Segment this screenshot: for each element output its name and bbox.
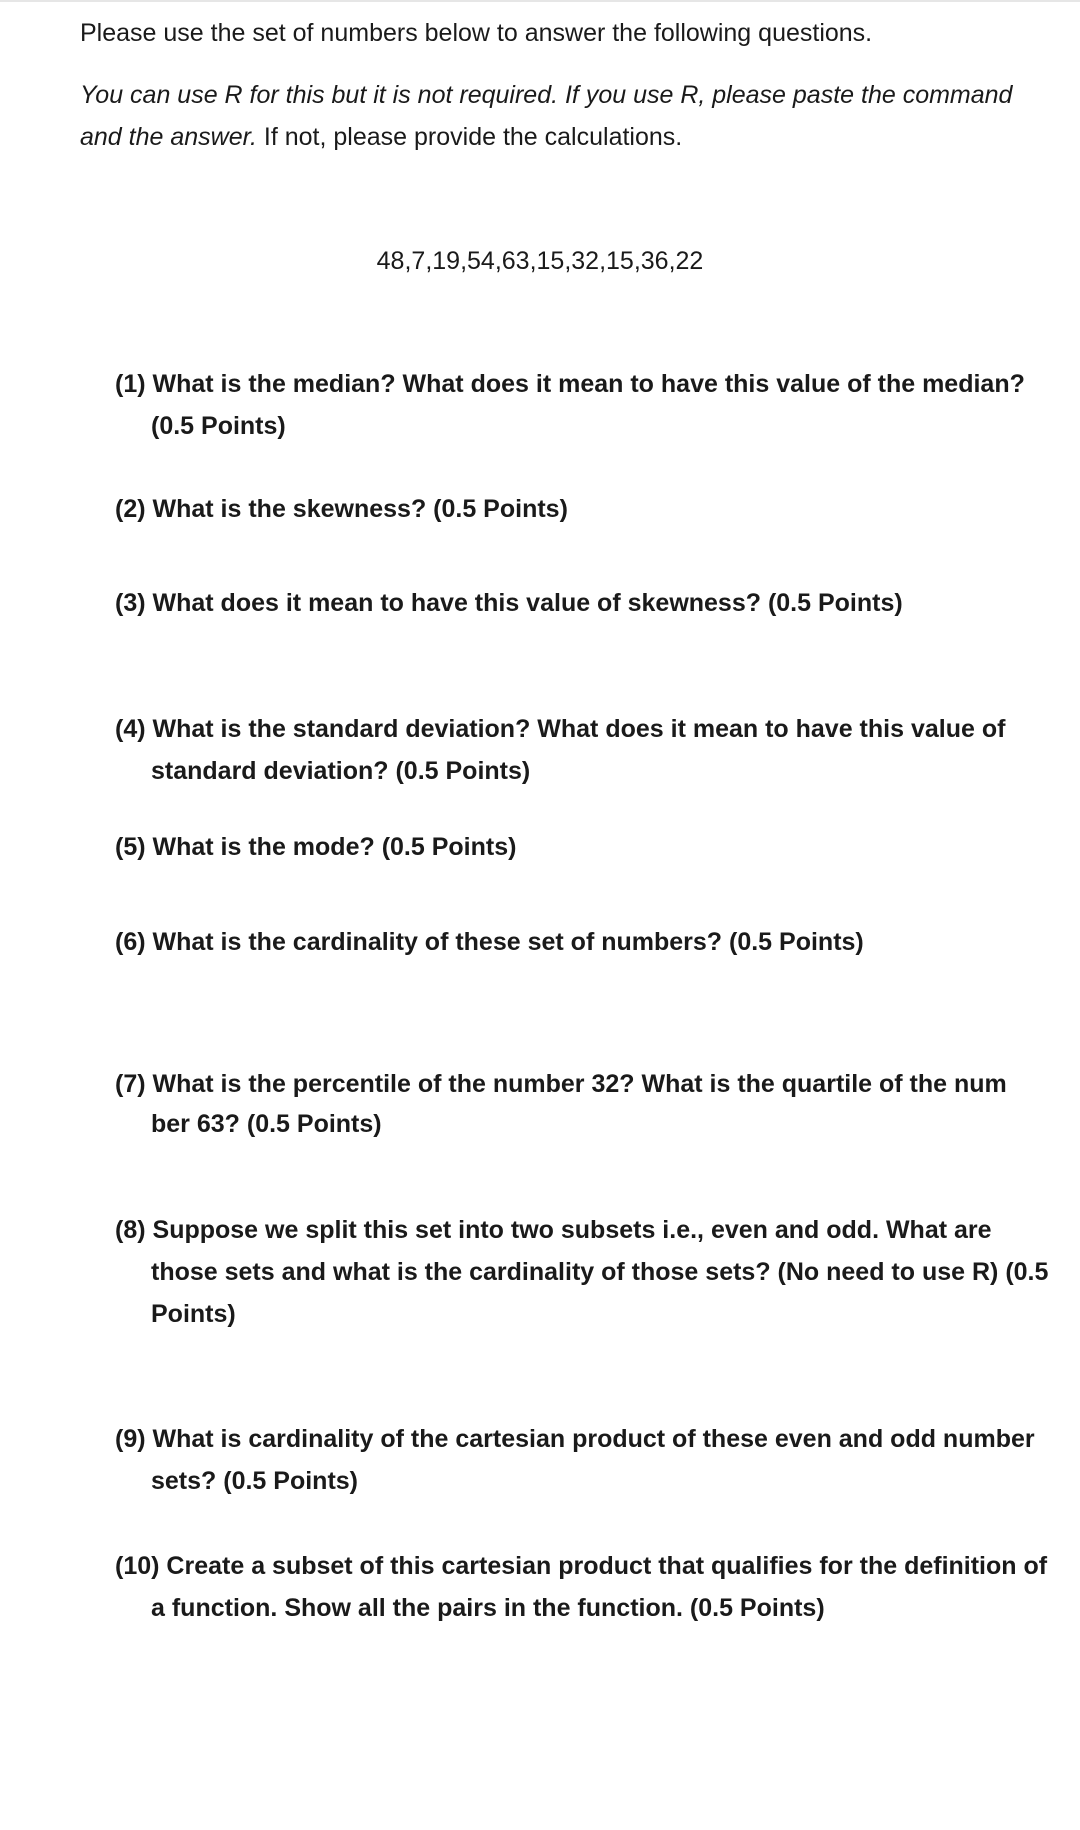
- question-10: [115, 1545, 1051, 1629]
- intro-line-1: Please use the set of numbers below to answer the following questions.: [80, 19, 873, 47]
- question-number: (3): [115, 589, 146, 617]
- question-text: Create a subset of this cartesian product that qualifies for the definition of a function. Show all the pairs in the function. (0.5 Points): [151, 1552, 1048, 1622]
- question-6: [115, 921, 1051, 963]
- question-number: (2): [115, 495, 146, 523]
- question-number: (9): [115, 1425, 146, 1453]
- question-text: What is the skewness? (0.5 Points): [152, 495, 568, 523]
- question-9: [115, 1418, 1051, 1502]
- question-number: (8): [115, 1216, 146, 1244]
- question-number: (1): [115, 370, 146, 398]
- intro-instruction: [80, 12, 1040, 54]
- question-text: What is the standard deviation? What does it mean to have this value of standard deviation? (0.5 Points): [151, 715, 1006, 785]
- question-text: What is the percentile of the number 32? What is the quartile of the num ber 63? (0.5 Points): [151, 1070, 1007, 1138]
- question-1: [115, 363, 1051, 447]
- question-text: What is the cardinality of these set of numbers? (0.5 Points): [152, 928, 864, 956]
- question-number: (10): [115, 1552, 160, 1580]
- question-5: [115, 826, 1051, 868]
- number-set: 48,7,19,54,63,15,32,15,36,22: [376, 247, 704, 275]
- question-2: [115, 488, 1051, 530]
- question-number: (5): [115, 833, 146, 861]
- question-text: What is cardinality of the cartesian product of these even and odd number sets? (0.5 Points): [151, 1425, 1035, 1495]
- question-7: [115, 1064, 1051, 1144]
- question-3: [115, 582, 1051, 624]
- top-rule: [0, 0, 1080, 2]
- intro-r-note-italic: You can use R for this but it is not required. If you use R, please paste the command and the answer.: [80, 81, 1013, 151]
- intro-r-note-plain: If not, please provide the calculations.: [256, 123, 683, 151]
- question-4: [115, 708, 1051, 792]
- question-number: (7): [115, 1070, 146, 1098]
- intro-r-note: [80, 74, 1040, 158]
- question-8: [115, 1209, 1051, 1335]
- question-text: Suppose we split this set into two subsets i.e., even and odd. What are those sets and what is the cardinality of those sets? (No need to use R) (0.5 Points): [151, 1216, 1049, 1328]
- question-text: What does it mean to have this value of skewness? (0.5 Points): [152, 589, 903, 617]
- question-text: What is the mode? (0.5 Points): [152, 833, 517, 861]
- question-number: (4): [115, 715, 146, 743]
- question-text: What is the median? What does it mean to have this value of the median? (0.5 Points): [151, 370, 1025, 440]
- question-number: (6): [115, 928, 146, 956]
